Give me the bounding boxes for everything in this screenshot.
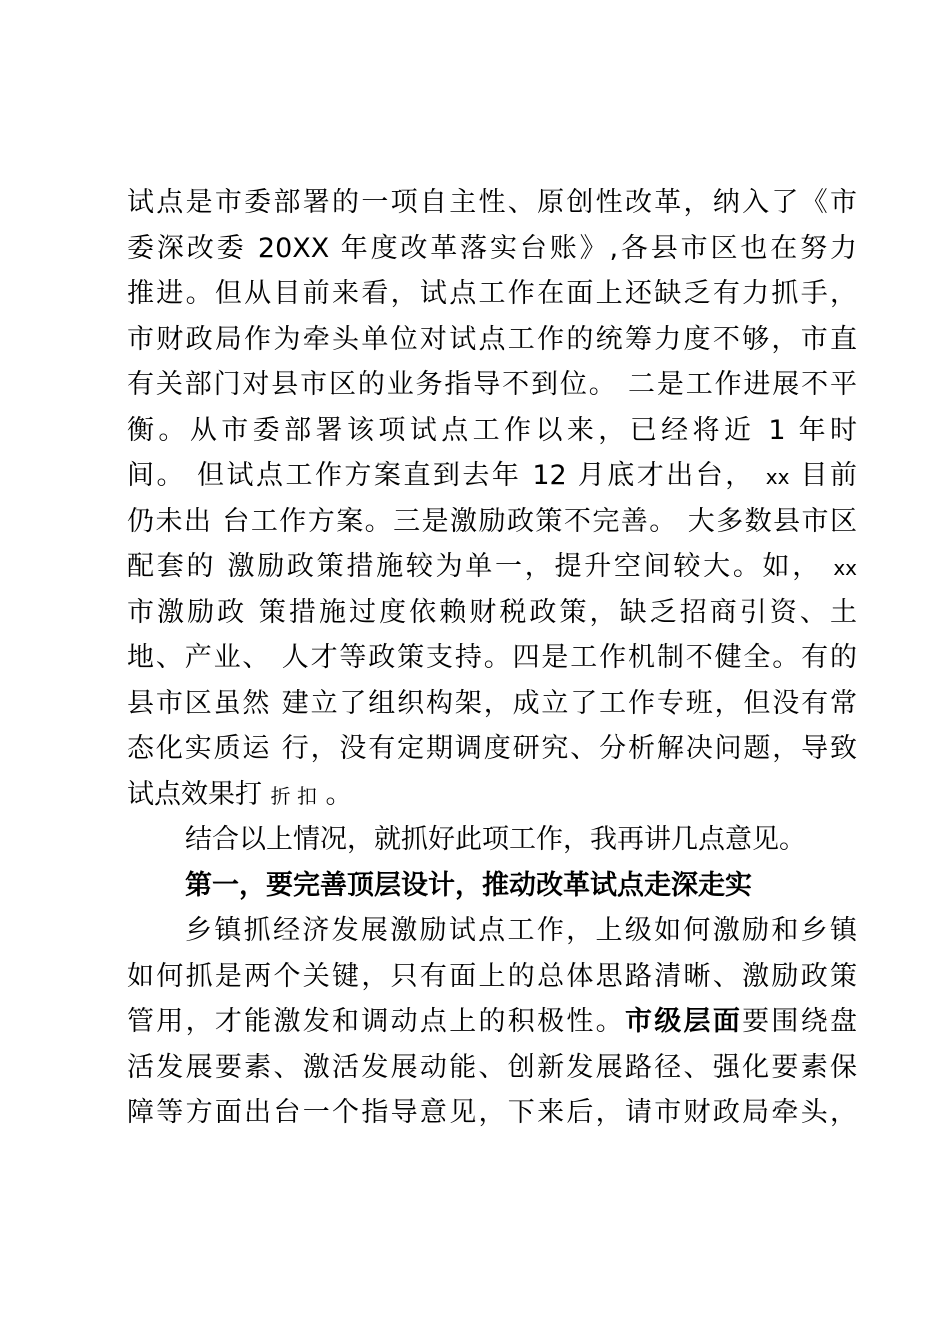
paragraph-summary: 结合以上情况，就抓好此项工作，我再讲几点意见。 <box>185 824 806 855</box>
text-segment: 试点效果打 <box>127 778 262 810</box>
text-line: 仍未出 台工作方案。三是激励政策不完善。 大多数县市区 <box>127 505 857 537</box>
text-line: 活发展要素、激活发展动能、创新发展路径、强化要素保 <box>127 1051 857 1083</box>
text-segment: 。 <box>325 778 353 810</box>
text-line: 市激励政 策措施过度依赖财税政策，缺乏招商引资、土 <box>127 596 857 628</box>
text-segment-xx: xx <box>833 556 857 580</box>
text-line: 衡。从市委部署该项试点工作以来，已经将近 1 年时 <box>127 414 857 446</box>
text-line: 市财政局作为牵头单位对试点工作的统筹力度不够，市直 <box>127 323 857 355</box>
text-segment: 配套的 激励政策措施较为单一，提升空间较大。如， <box>127 551 822 582</box>
text-line <box>127 544 857 590</box>
text-segment: 间。 但试点工作方案直到去年 12 月底才出台， <box>127 460 755 491</box>
text-segment: 管用，才能激发和调动点上的积极性。 <box>127 1006 625 1037</box>
text-line: 如何抓是两个关键，只有面上的总体思路清晰、激励政策 <box>127 960 857 992</box>
text-line <box>127 453 857 499</box>
section-heading: 第一，要完善顶层设计，推动改革试点走深走实 <box>185 869 752 901</box>
text-segment-xx: xx <box>765 465 790 489</box>
text-line: 试点是市委部署的一项自主性、原创性改革，纳入了《市 <box>127 187 857 218</box>
text-line: 障等方面出台一个指导意见，下来后，请市财政局牵头， <box>127 1097 857 1128</box>
text-line: 地、产业、 人才等政策支持。四是工作机制不健全。有的 <box>127 642 857 673</box>
text-line <box>127 772 857 818</box>
document-body <box>127 180 857 1136</box>
text-line: 县市区虽然 建立了组织构架，成立了工作专班，但没有常 <box>127 687 857 719</box>
text-line: 委深改委 20XX 年度改革落实台账》,各县市区也在努力 <box>127 232 857 264</box>
text-segment-small: 折 扣 <box>270 783 317 808</box>
text-line: 态化实质运 行，没有定期调度研究、分析解决问题，导致 <box>127 733 857 764</box>
text-segment-bold: 市级层面 <box>624 1006 743 1037</box>
text-line: 有关部门对县市区的业务指导不到位。 二是工作进展不平 <box>127 369 857 400</box>
text-segment: 目前 <box>800 460 858 491</box>
text-line: 推进。但从目前来看，试点工作在面上还缺乏有力抓手， <box>127 278 857 309</box>
text-line <box>127 999 857 1045</box>
text-line: 乡镇抓经济发展激励试点工作，上级如何激励和乡镇 <box>185 915 857 946</box>
text-segment: 要围绕盘 <box>742 1006 858 1037</box>
